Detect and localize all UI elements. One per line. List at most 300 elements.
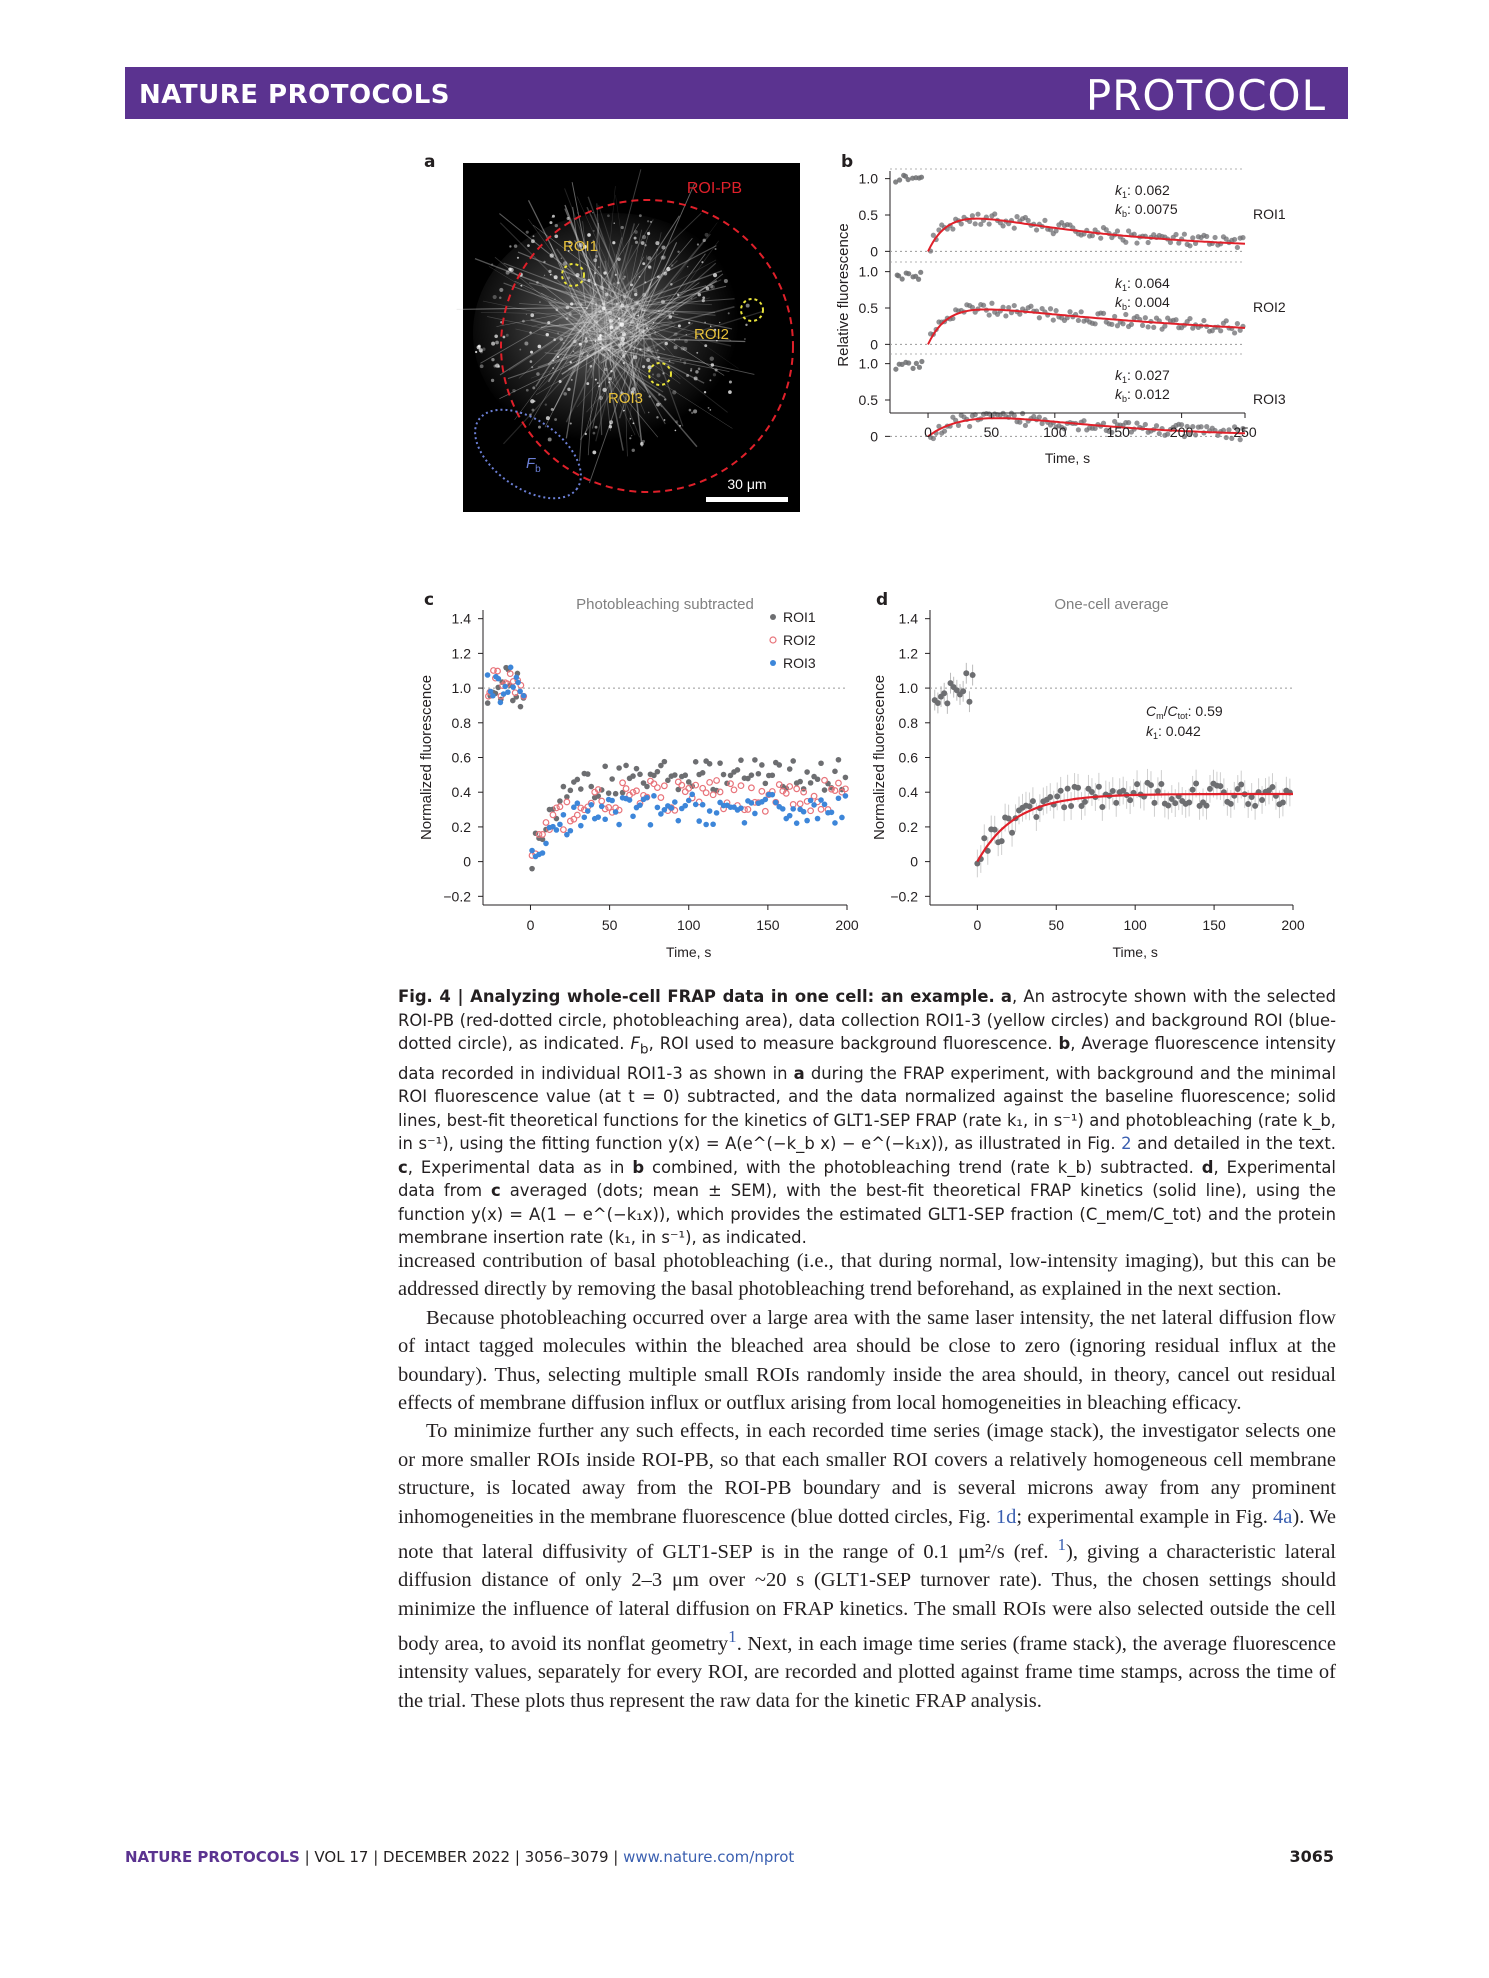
chart-d-x-tick-label: 200: [1281, 917, 1305, 933]
astrocyte-speck: [491, 263, 493, 265]
chart-c-data-point: [620, 780, 626, 786]
chart-c-data-point: [575, 800, 581, 806]
astrocyte-speck: [632, 449, 635, 452]
chart-c-data-point: [675, 779, 681, 785]
chart-c-data-point: [630, 773, 636, 779]
chart-c-data-point: [561, 784, 567, 790]
chart-c-data-point: [644, 795, 650, 801]
astrocyte-speck: [641, 329, 645, 333]
caption-ref-b: b: [632, 1157, 645, 1177]
chart-b-data-point: [916, 277, 921, 282]
chart-c-data-point: [675, 818, 681, 824]
scale-bar: [706, 497, 788, 502]
chart-b-x-tick-label: 250: [1233, 424, 1257, 440]
chart-c-data-point: [575, 812, 581, 818]
astrocyte-speck: [631, 306, 635, 310]
astrocyte-speck: [677, 251, 679, 253]
astrocyte-speck: [686, 334, 687, 335]
astrocyte-speck: [629, 437, 631, 439]
caption-text-c: , Experimental data as in: [407, 1157, 633, 1177]
astrocyte-speck: [548, 437, 552, 441]
caption-text-b: , Average fluorescence intensity data recorded in individual ROI1-3 as shown in: [398, 1034, 1336, 1083]
astrocyte-speck: [647, 220, 649, 222]
chart-c-data-point: [543, 841, 549, 847]
chart-b-data-point: [1098, 236, 1103, 241]
chart-c-data-point: [843, 793, 849, 799]
astrocyte-speck: [648, 266, 652, 270]
chart-c-data-point: [714, 810, 720, 816]
chart-c-data-point: [811, 802, 817, 808]
astrocyte-speck: [675, 420, 678, 423]
astrocyte-speck: [589, 330, 591, 332]
chart-c-data-point: [738, 805, 744, 811]
chart-c-data-point: [568, 788, 574, 794]
chart-c-data-point: [679, 782, 685, 788]
panel-a-letter: a: [424, 152, 436, 172]
chart-c-data-point: [595, 814, 601, 820]
chart-d-y-tick-label: −0.2: [890, 888, 918, 905]
astrocyte-speck: [688, 322, 690, 324]
astrocyte-speck: [637, 315, 639, 317]
chart-c-data-point: [561, 812, 567, 818]
chart-b-data-point: [1224, 435, 1229, 440]
body-paragraph-3: To minimize further any such effects, in each recorded time series (image stack), the investigator selects one or more smaller ROIs inside ROI-PB, so that each smaller ROI covers a relatively homogeneous cell membrane structure, is located away from the ROI-PB boundary and is several microns away from any prominent inhomogeneities in the membrane fluorescence (blue dotted circles, Fig. 1d; experimental example in Fig. 4a). We note that lateral diffusivity of GLT1-SEP is in the range of 0.1 μm²/s (ref. $^1$), giving a characteristic lateral diffusion distance of only 2–3 μm over ~20 s (GLT1-SEP turnover rate). Thus, the chosen settings should minimize the influence of lateral diffusion on FRAP kinetics. The small ROIs were also selected outside the cell body area, to avoid its nonflat geometry$^1$. Next, in each image time series (frame stack), the average fluorescence intensity values, separately for every ROI, are recorded and plotted against frame time stamps, across the time of the trial. These plots thus represent the raw data for the kinetic FRAP analysis.: [398, 1420, 1337, 1712]
chart-c-data-point: [808, 780, 814, 786]
astrocyte-speck: [543, 261, 545, 263]
chart-b-data-point: [1123, 240, 1128, 245]
chart-b-k1-annotation: $k_1$: 0.062: [1115, 182, 1170, 200]
chart-d-y-tick-label: 0.2: [898, 818, 918, 835]
astrocyte-speck: [609, 420, 613, 424]
chart-d-k1-annotation: $k_1$: 0.042: [1146, 723, 1201, 741]
chart-d-data-point: [1065, 786, 1071, 792]
chart-c-data-point: [669, 805, 675, 811]
chart-c-data-point: [529, 866, 535, 872]
chart-d-data-point: [1110, 788, 1116, 794]
astrocyte-speck: [594, 320, 597, 323]
astrocyte-speck: [526, 231, 529, 234]
astrocyte-speck: [644, 244, 646, 246]
chart-c-x-tick-label: 150: [756, 917, 780, 933]
chart-d-data-point: [1186, 800, 1192, 806]
citation-1-link[interactable]: 1: [1057, 1535, 1067, 1555]
astrocyte-speck: [621, 226, 624, 229]
chart-b-data-point: [918, 270, 923, 275]
astrocyte-speck: [642, 293, 646, 297]
astrocyte-speck: [584, 339, 588, 343]
astrocyte-speck: [672, 390, 676, 394]
astrocyte-speck: [618, 322, 622, 326]
astrocyte-speck: [567, 388, 570, 391]
chart-c-y-tick-label: −0.2: [443, 888, 471, 905]
astrocyte-speck: [621, 353, 625, 357]
astrocyte-speck: [642, 365, 645, 368]
caption-ref-c: c: [491, 1181, 501, 1201]
chart-b-data-point: [919, 359, 924, 364]
chart-b-data-point: [987, 221, 992, 226]
chart-d-data-point: [941, 690, 947, 696]
chart-b-data-point: [1224, 318, 1229, 323]
chart-c-data-point: [714, 778, 720, 784]
chart-c-data-point: [588, 802, 594, 808]
astrocyte-speck: [683, 347, 687, 351]
astrocyte-speck: [527, 244, 530, 247]
astrocyte-speck: [571, 379, 573, 381]
astrocyte-speck: [566, 317, 569, 320]
astrocyte-speck: [593, 432, 596, 435]
astrocyte-speck: [514, 244, 518, 248]
astrocyte-speck: [621, 337, 625, 341]
astrocyte-speck: [585, 433, 587, 435]
astrocyte-speck: [698, 293, 702, 297]
astrocyte-speck: [729, 380, 732, 383]
chart-b-data-point: [1187, 243, 1192, 248]
astrocyte-speck: [631, 435, 632, 436]
chart-b-data-point: [1076, 427, 1081, 432]
astrocyte-speck: [585, 337, 587, 339]
chart-b-roi-label: ROI1: [1253, 206, 1286, 222]
chart-b-data-point: [970, 213, 975, 218]
astrocyte-speck: [715, 248, 717, 250]
astrocyte-speck: [566, 357, 568, 359]
chart-c-legend-label: ROI3: [783, 655, 816, 671]
roi-pb-label: ROI-PB: [686, 180, 742, 197]
astrocyte-speck: [536, 372, 539, 375]
astrocyte-speck: [666, 267, 670, 271]
astrocyte-speck: [533, 400, 535, 402]
chart-b-k1-annotation: $k_1$: 0.027: [1115, 367, 1170, 385]
astrocyte-speck: [600, 335, 602, 337]
chart-d-x-label: Time, s: [1112, 944, 1158, 960]
chart-b-data-point: [1053, 308, 1058, 313]
astrocyte-speck: [587, 355, 589, 357]
chart-c-data-point: [485, 672, 491, 678]
chart-c-legend-marker: [770, 614, 776, 620]
caption-fb-sub: b: [639, 1041, 649, 1058]
chart-d-data-point: [1030, 798, 1036, 804]
astrocyte-speck: [623, 362, 625, 364]
chart-b-data-point: [906, 177, 911, 182]
chart-c-data-point: [763, 781, 769, 787]
chart-c-data-point: [533, 830, 539, 836]
chart-c-data-point: [752, 811, 758, 817]
chart-b-y-tick-label: 0: [870, 243, 878, 260]
astrocyte-speck: [600, 343, 602, 345]
ref-fig1d-link[interactable]: 1d: [995, 1505, 1017, 1528]
chart-b-data-point: [1143, 315, 1148, 320]
chart-d-data-point: [966, 699, 972, 705]
chart-b-data-point: [1034, 227, 1039, 232]
chart-c-data-point: [613, 809, 619, 815]
astrocyte-speck: [567, 277, 570, 280]
chart-c-data-point: [776, 762, 782, 768]
astrocyte-speck: [630, 320, 634, 324]
astrocyte-speck: [623, 278, 625, 280]
astrocyte-speck: [575, 273, 579, 277]
page-number: 3065: [1289, 1847, 1334, 1866]
chart-c-data-point: [749, 800, 755, 806]
chart-d-y-tick-label: 0: [910, 853, 918, 870]
astrocyte-speck: [610, 370, 612, 372]
astrocyte-speck: [569, 312, 572, 315]
chart-b-data-point: [1081, 418, 1086, 423]
astrocyte-speck: [548, 270, 551, 273]
astrocyte-speck: [538, 345, 542, 349]
footer-url-link[interactable]: www.nature.com/nprot: [623, 1848, 795, 1866]
chart-c-data-point: [602, 816, 608, 822]
chart-d-x-tick-label: 50: [1048, 917, 1065, 933]
astrocyte-speck: [649, 284, 650, 285]
astrocyte-speck: [509, 268, 513, 272]
article-body: [398, 1247, 1336, 1715]
chart-b-y-tick-label: 1.0: [858, 355, 878, 372]
chart-b-data-point: [910, 366, 915, 371]
chart-d-one-cell-average: [868, 595, 1308, 970]
chart-c-y-tick-label: 1.0: [451, 680, 471, 697]
astrocyte-speck: [592, 212, 594, 214]
chart-b-data-point: [1235, 321, 1240, 326]
chart-c-data-point: [822, 777, 828, 783]
chart-b-data-point: [1232, 330, 1237, 335]
astrocyte-speck: [522, 320, 525, 323]
astrocyte-speck: [573, 340, 576, 343]
chart-b-data-point: [1182, 232, 1187, 237]
chart-d-data-point: [1228, 801, 1234, 807]
astrocyte-speck: [683, 361, 686, 364]
chart-c-data-point: [686, 798, 692, 804]
astrocyte-speck: [728, 390, 732, 394]
astrocyte-speck: [520, 285, 522, 287]
chart-b-kb-annotation: $k_b$: 0.0075: [1115, 201, 1178, 219]
astrocyte-speck: [556, 309, 559, 312]
astrocyte-speck: [698, 367, 701, 370]
chart-d-y-tick-label: 0.8: [898, 714, 918, 731]
astrocyte-speck: [491, 379, 494, 382]
chart-b-data-point: [1154, 423, 1159, 428]
chart-c-data-point: [707, 780, 713, 786]
chart-b-data-point: [1151, 325, 1156, 330]
astrocyte-speck: [553, 338, 556, 341]
astrocyte-speck: [702, 296, 705, 299]
chart-c-data-point: [568, 828, 574, 834]
astrocyte-speck: [634, 230, 638, 234]
astrocyte-speck: [612, 241, 615, 244]
chart-b-data-point: [950, 226, 955, 231]
caption-fig2-link[interactable]: 2: [1121, 1134, 1132, 1154]
astrocyte-speck: [671, 264, 673, 266]
astrocyte-speck: [630, 418, 632, 420]
astrocyte-speck: [544, 275, 545, 276]
astrocyte-speck: [664, 342, 667, 345]
astrocyte-speck: [719, 322, 720, 323]
chart-b-data-point: [1212, 235, 1217, 240]
chart-b-y-label: Relative fluorescence: [835, 223, 852, 367]
astrocyte-speck: [623, 295, 627, 299]
astrocyte-speck: [632, 349, 634, 351]
chart-c-data-point: [599, 804, 605, 810]
chart-c-data-point: [672, 772, 678, 778]
caption-text-b2: during the FRAP experiment, with background and the minimal ROI fluorescence value (at t = 0) subtracted, and the data normalized against the baseline fluorescence; solid lines, best-fit theoretical functions for the kinetics of GLT1-SEP FRAP (rate k₁, in s⁻¹) and photobleaching (rate k_b, in s⁻¹), using the fitting function y(x) = A(e^(−k_b x) − e^(−k₁x)), as illustrated in Fig.: [398, 1063, 1336, 1154]
chart-d-x-tick-label: 100: [1123, 917, 1147, 933]
chart-d-data-point: [1127, 797, 1133, 803]
ref-fig4a-link[interactable]: 4a: [1273, 1505, 1293, 1528]
chart-d-data-point: [1058, 788, 1064, 794]
chart-c-data-point: [630, 813, 636, 819]
chart-b-data-point: [989, 301, 994, 306]
chart-c-data-point: [515, 680, 521, 686]
astrocyte-speck: [499, 296, 502, 299]
chart-d-data-point: [1068, 803, 1074, 809]
astrocyte-speck: [573, 351, 575, 353]
fb-label: $F_b$: [526, 455, 541, 475]
chart-c-data-point: [703, 790, 709, 796]
chart-c-data-point: [832, 769, 838, 775]
chart-b-data-point: [1076, 318, 1081, 323]
roi3-label: ROI3: [608, 390, 644, 407]
astrocyte-speck: [650, 221, 652, 223]
astrocyte-speck: [519, 349, 521, 351]
chart-c-data-point: [616, 765, 622, 771]
astrocyte-speck: [680, 359, 681, 360]
chart-b-data-point: [992, 211, 997, 216]
astrocyte-speck: [554, 418, 557, 421]
astrocyte-speck: [642, 235, 646, 239]
astrocyte-speck: [690, 370, 692, 372]
chart-b-data-point: [1123, 312, 1128, 317]
astrocyte-speck: [577, 212, 578, 213]
chart-c-data-point: [787, 766, 793, 772]
chart-d-y-tick-label: 1.4: [898, 610, 918, 627]
chart-b-data-point: [1079, 309, 1084, 314]
astrocyte-speck: [667, 311, 671, 315]
astrocyte-speck: [480, 364, 484, 368]
astrocyte-speck: [570, 302, 573, 305]
footer-citation: [125, 1848, 794, 1866]
astrocyte-speck: [724, 279, 728, 283]
chart-b-x-tick-label: 0: [924, 424, 932, 440]
caption-text-d: , Experimental data from: [398, 1157, 1336, 1201]
astrocyte-speck: [579, 343, 582, 346]
chart-c-data-point: [502, 684, 508, 690]
astrocyte-speck: [635, 241, 638, 244]
chart-d-data-point: [963, 670, 969, 676]
astrocyte-speck: [598, 310, 601, 313]
chart-b-data-point: [987, 312, 992, 317]
panel-c-letter: c: [424, 590, 435, 610]
astrocyte-speck: [613, 282, 616, 285]
astrocyte-speck: [554, 299, 555, 300]
astrocyte-speck: [559, 380, 562, 383]
chart-b-y-tick-label: 0.5: [858, 300, 878, 316]
astrocyte-speck: [647, 256, 651, 260]
body-paragraph-2: Because photobleaching occurred over a large area with the same laser intensity, the net lateral diffusion flow of intact tagged molecules within the bleached area should be close to zero (ignoring residual influx at the boundary). Thus, selecting multiple small ROIs randomly inside the area should, in theory, cancel out residual effects of membrane diffusion influx or outflux arising from local homogeneities in bleaching efficacy.: [398, 1306, 1336, 1415]
citation-1b-link[interactable]: 1: [728, 1627, 737, 1647]
astrocyte-speck: [601, 347, 603, 349]
astrocyte-speck: [654, 332, 656, 334]
astrocyte-speck: [704, 344, 707, 347]
astrocyte-speck: [689, 409, 692, 412]
astrocyte-speck: [478, 345, 481, 348]
chart-d-y-tick-label: 0.6: [898, 749, 918, 766]
astrocyte-speck: [613, 222, 615, 224]
astrocyte-speck: [595, 304, 596, 305]
astrocyte-speck: [622, 332, 626, 336]
astrocyte-speck: [633, 355, 637, 359]
astrocyte-speck: [656, 403, 660, 407]
chart-c-data-point: [710, 821, 716, 827]
chart-c-data-point: [498, 700, 504, 706]
astrocyte-speck: [684, 339, 688, 343]
chart-c-data-point: [843, 775, 849, 781]
chart-c-y-tick-label: 1.2: [451, 645, 471, 662]
chart-d-data-point: [981, 835, 987, 841]
chart-b-data-point: [1037, 315, 1042, 320]
astrocyte-speck: [495, 341, 499, 345]
chart-c-data-point: [662, 759, 668, 765]
chart-c-data-point: [794, 820, 800, 826]
chart-c-data-point: [521, 693, 527, 699]
chart-b-data-point: [1012, 226, 1017, 231]
astrocyte-speck: [713, 273, 717, 277]
chart-d-data-point: [1148, 782, 1154, 788]
chart-b-data-point: [1109, 322, 1114, 327]
chart-c-data-point: [655, 805, 661, 811]
astrocyte-speck: [631, 312, 634, 315]
astrocyte-speck: [710, 409, 712, 411]
astrocyte-speck: [475, 351, 477, 353]
chart-c-data-point: [637, 802, 643, 808]
chart-b-x-tick-label: 150: [1106, 424, 1130, 440]
chart-c-data-point: [508, 665, 514, 671]
chart-c-data-point: [839, 815, 845, 821]
astrocyte-speck: [639, 276, 641, 278]
chart-c-data-point: [585, 771, 591, 777]
article-type: PROTOCOL: [1085, 71, 1326, 120]
caption-letter-c: c: [398, 1157, 408, 1177]
astrocyte-speck: [710, 357, 714, 361]
astrocyte-speck: [491, 358, 494, 361]
chart-b-data-point: [897, 177, 902, 182]
chart-c-data-point: [759, 762, 765, 768]
chart-c-data-point: [735, 767, 741, 773]
chart-d-y-tick-label: 1.0: [898, 680, 918, 697]
astrocyte-speck: [583, 278, 586, 281]
chart-c-data-point: [613, 791, 619, 797]
astrocyte-speck: [642, 262, 645, 265]
chart-d-data-point: [1280, 800, 1286, 806]
chart-b-data-point: [917, 365, 922, 370]
chart-b-data-point: [893, 367, 898, 372]
chart-b-data-point: [1235, 245, 1240, 250]
chart-c-data-point: [752, 757, 758, 763]
chart-b-kb-annotation: $k_b$: 0.004: [1115, 294, 1170, 312]
chart-b-data-point: [1012, 413, 1017, 418]
chart-d-data-point: [1054, 793, 1060, 799]
chart-b-k1-annotation: $k_1$: 0.064: [1115, 275, 1170, 293]
astrocyte-speck: [609, 425, 612, 428]
astrocyte-speck: [648, 412, 650, 414]
chart-b-data-point: [1201, 318, 1206, 323]
chart-d-data-point: [1172, 800, 1178, 806]
chart-d-data-point: [1089, 789, 1095, 795]
chart-d-data-point: [960, 688, 966, 694]
chart-c-data-point: [717, 760, 723, 766]
chart-c-data-point: [540, 850, 546, 856]
chart-b-data-point: [1226, 427, 1231, 432]
astrocyte-speck: [566, 306, 570, 310]
chart-c-data-point: [808, 798, 814, 804]
chart-c-data-point: [485, 700, 491, 706]
